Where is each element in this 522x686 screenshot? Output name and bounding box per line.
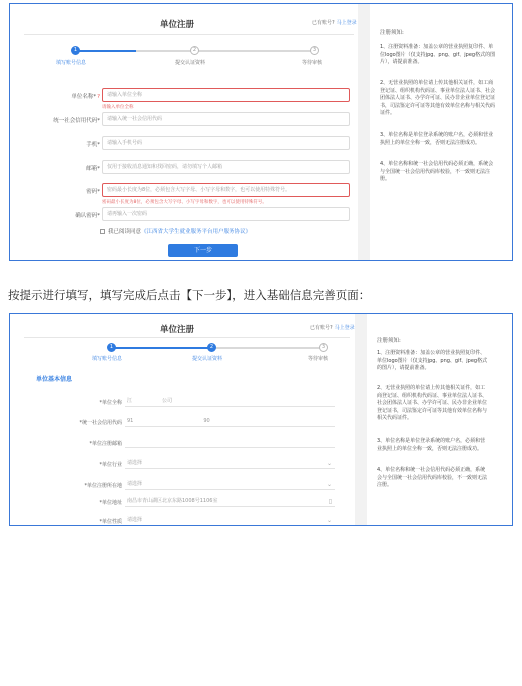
unit-full-name-suffix: 公司 xyxy=(162,398,173,404)
note-item-3: 3、单位名称是单位登录系统的账户名，必须和营业执照上的单位全称一致，否则无法注册成功。 xyxy=(380,132,494,146)
phone-input[interactable]: 请输入手机号码 xyxy=(102,136,350,150)
instruction-caption: 按提示进行填写，填写完成后点击【下一步】，进入基础信息完善页面： xyxy=(8,288,371,302)
credit-code-suffix: 90 xyxy=(203,418,210,424)
credit-code-input-2[interactable] xyxy=(125,416,335,427)
email-input[interactable]: 仅用于接收消息通知和找回密码，请勿填写个人邮箱 xyxy=(102,160,350,174)
note-item-2-2: 2、无营业执照的单位请上传其他相关证件，如工商登记证、组织机构代码证、事业单位法人证书、社会团体法人证书、办学许可证、民办非企业单位登记证书，司法鉴定许可证等其他有效单位名称与相关代码证件。 xyxy=(377,385,488,422)
unit-nature-label: *单位性质 xyxy=(99,519,122,525)
note-item-1-2: 1、注册资料准备：加盖公章的营业执照复印件、单位logo图片（仅支持jpg、png、gif、jpeg格式的图片），请提前准备。 xyxy=(377,350,488,372)
step-2-label: 提交认证资料 xyxy=(175,60,206,66)
step-2-label-2: 提交认证资料 xyxy=(192,356,223,362)
registration-screenshot-2 xyxy=(9,313,513,526)
page-title: 单位注册 xyxy=(160,20,195,30)
location-pin-icon[interactable]: ▯ xyxy=(328,498,332,505)
unit-name-label xyxy=(71,92,100,100)
unit-full-name-value: 江 xyxy=(127,398,133,404)
unit-full-name-label: *单位全称 xyxy=(99,400,122,406)
industry-label: *单位行业 xyxy=(99,462,122,468)
have-account-text: 已有账号? xyxy=(312,20,335,26)
step-progress-fill xyxy=(76,50,136,52)
agreement-row xyxy=(100,227,251,235)
confirm-password-input[interactable]: 请再输入一次密码 xyxy=(102,207,350,221)
unit-name-input[interactable]: 请输入单位全称 xyxy=(102,88,350,102)
password-input[interactable]: 密码最小长度为8位，必须包含大写字母、小写字母和数字，也可以使用特殊符号。 xyxy=(102,183,350,197)
step-3-label-2: 等待审核 xyxy=(308,356,329,362)
credit-code-input[interactable]: 请输入统一社会信用代码 xyxy=(102,112,350,126)
section-title: 单位基本信息 xyxy=(36,376,73,383)
registration-location-select[interactable] xyxy=(125,479,335,490)
step-progress-track-2 xyxy=(112,347,324,349)
help-icon[interactable]: ? xyxy=(97,94,100,100)
step-2-dot: 2 xyxy=(190,46,199,55)
step-1-label-2: 填写账号信息 xyxy=(92,356,123,362)
agreement-text: 我已阅读同意 xyxy=(108,229,142,235)
password-error: 密码最小长度为8位，必须包含大写字母、小写字母和数字，也可以使用特殊符号。 xyxy=(102,200,267,205)
login-link[interactable]: 马上登录 xyxy=(336,20,357,26)
confirm-password-label: 确认密码* xyxy=(75,213,100,219)
unit-address-label: *单位地址 xyxy=(99,500,122,506)
chevron-down-icon: ⌄ xyxy=(326,481,332,488)
credit-code-label-2: *统一社会信用代码 xyxy=(79,420,122,426)
registration-email-input[interactable] xyxy=(125,437,335,448)
panel-gutter xyxy=(358,4,370,260)
next-step-button[interactable]: 下一步 xyxy=(168,244,238,257)
step-3-label: 等待审核 xyxy=(302,60,323,66)
basic-info-form-panel xyxy=(10,314,355,525)
chevron-down-icon: ⌄ xyxy=(326,460,332,467)
header-divider xyxy=(24,34,354,35)
header-divider-2 xyxy=(24,337,350,338)
email-label: 邮箱* xyxy=(86,166,100,172)
registration-notes-panel xyxy=(370,4,512,260)
note-item-4-2: 4、单位名称和统一社会信用代码必须正确，系统会与全国统一社会信用代码库校验，不一致则无法注册。 xyxy=(377,467,488,489)
step-progress-fill-2 xyxy=(112,347,212,349)
password-label: 密码* xyxy=(86,189,100,195)
registration-screenshot-1 xyxy=(9,3,513,261)
registration-location-value: 请选择 xyxy=(127,481,143,487)
unit-name-label-text: 单位名称* xyxy=(71,94,97,100)
step-3-dot-2: 3 xyxy=(319,343,328,352)
note-item-4: 4、单位名称和统一社会信用代码必须正确，系统会与全国统一社会信用代码库校验，不一致则无法注册。 xyxy=(380,161,494,183)
panel-gutter-2 xyxy=(355,314,367,525)
registration-location-label: *单位注册所在地 xyxy=(84,483,122,489)
step-1-dot: 1 xyxy=(71,46,80,55)
registration-email-label: *单位注册邮箱 xyxy=(89,441,122,447)
industry-select[interactable] xyxy=(125,458,335,469)
industry-value: 请选择 xyxy=(127,460,143,466)
login-prompt xyxy=(312,19,357,26)
credit-code-value: 91 xyxy=(127,418,134,424)
chevron-down-icon: ⌄ xyxy=(326,517,332,524)
agreement-link[interactable]: 《江西省大学生就业服务平台用户服务协议》 xyxy=(141,229,252,235)
credit-code-label: 统一社会信用代码* xyxy=(53,118,100,124)
unit-nature-value: 请选择 xyxy=(127,517,143,523)
step-1-label: 填写账号信息 xyxy=(56,60,87,66)
login-prompt-2 xyxy=(310,324,355,331)
notes-title-2: 注册须知: xyxy=(377,338,401,344)
step-1-dot-2: 1 xyxy=(107,343,116,352)
note-item-2: 2、无营业执照的单位请上传其他相关证件，如工商登记证、组织机构代码证、事业单位法人证书、社会团体法人证书、办学许可证、民办非企业单位登记证书，司法鉴定许可证等其他有效单位名称与相关代码证件。 xyxy=(380,80,496,117)
unit-name-error: 请输入单位全称 xyxy=(102,105,134,110)
unit-full-name-input[interactable] xyxy=(125,396,335,407)
login-link-2[interactable]: 马上登录 xyxy=(334,325,355,331)
have-account-text-2: 已有账号? xyxy=(310,325,333,331)
registration-notes-panel-2 xyxy=(367,314,512,525)
step-3-dot: 3 xyxy=(310,46,319,55)
notes-title: 注册须知: xyxy=(380,30,404,36)
step-2-dot-2: 2 xyxy=(207,343,216,352)
note-item-3-2: 3、单位名称是单位登录系统的账户名，必须和营业执照上的单位全称一致，否则无法注册成功。 xyxy=(377,438,486,452)
unit-address-input[interactable] xyxy=(125,496,335,507)
note-item-1: 1、注册资料准备：加盖公章的营业执照复印件、单位logo图片（仅支持jpg、png、gif、jpeg格式的图片），请提前准备。 xyxy=(380,44,496,66)
agreement-checkbox[interactable] xyxy=(100,229,105,234)
unit-nature-select[interactable] xyxy=(125,515,335,526)
registration-form-panel xyxy=(10,4,358,260)
unit-address-value: 南昌市青山湖区北京东路1008号1106室 xyxy=(127,498,218,504)
phone-label: 手机* xyxy=(86,142,100,148)
page-title-2: 单位注册 xyxy=(160,325,195,335)
